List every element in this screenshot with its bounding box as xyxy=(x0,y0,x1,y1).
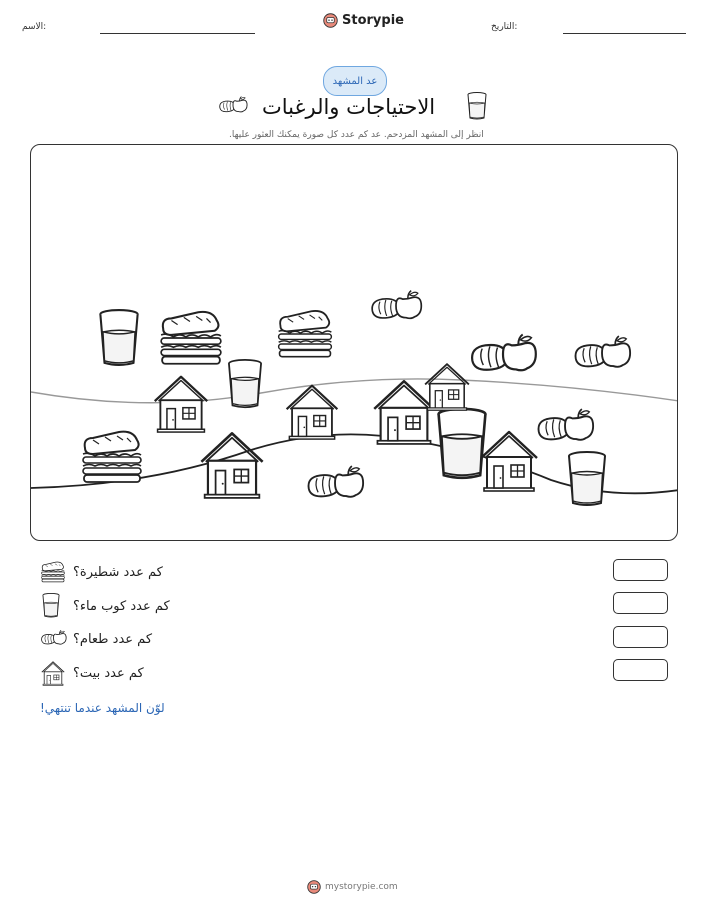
water-glass-icon xyxy=(42,593,60,618)
food-3 xyxy=(576,336,631,367)
sandwich-2 xyxy=(279,311,332,357)
sandwich-icon xyxy=(40,561,66,583)
food-1 xyxy=(372,291,421,319)
name-line[interactable] xyxy=(100,33,255,34)
water-glass-4 xyxy=(569,452,605,505)
house-6 xyxy=(481,432,537,491)
answer-box-water-glass[interactable] xyxy=(613,592,668,614)
answer-box-house[interactable] xyxy=(613,659,668,681)
color-instruction: لوّن المشهد عندما تنتهي! xyxy=(40,701,165,715)
question-house: كم عدد بيت؟ xyxy=(73,666,144,681)
water-glass-3 xyxy=(439,409,486,478)
storypie-mascot-icon xyxy=(307,880,321,894)
storypie-mascot-icon xyxy=(323,13,338,28)
question-water-glass: كم عدد كوب ماء؟ xyxy=(73,599,170,614)
house-4 xyxy=(425,364,469,410)
water-glass-1 xyxy=(100,310,137,365)
answer-box-sandwich[interactable] xyxy=(613,559,668,581)
activity-badge: عد المشهد xyxy=(323,66,387,96)
title-water-glass-icon xyxy=(467,92,487,120)
house-1 xyxy=(155,377,208,432)
page-title: الاحتياجات والرغبات xyxy=(262,95,436,119)
date-label: التاريخ: xyxy=(491,22,518,32)
footer-url[interactable]: mystorypie.com xyxy=(325,882,398,892)
title-food-icon xyxy=(218,95,248,114)
house-icon xyxy=(41,660,65,686)
answer-box-food[interactable] xyxy=(613,626,668,648)
food-4 xyxy=(539,409,594,440)
name-label: الاسم: xyxy=(22,22,47,32)
house-2 xyxy=(287,386,338,439)
sandwich-3 xyxy=(83,432,141,482)
food-2 xyxy=(472,334,536,370)
background-hill-line xyxy=(31,379,678,403)
house-3 xyxy=(374,381,434,444)
question-sandwich: كم عدد شطيرة؟ xyxy=(73,565,163,580)
date-line[interactable] xyxy=(563,33,686,34)
footer xyxy=(307,880,398,894)
sandwich-1 xyxy=(161,312,221,364)
question-food: كم عدد طعام؟ xyxy=(73,632,153,647)
food-5 xyxy=(309,466,364,497)
brand-logo xyxy=(323,13,404,28)
brand-name: Storypie xyxy=(342,13,404,28)
instructions: انظر إلى المشهد المزدحم. عد كم عدد كل صورة يمكنك العثور عليها. xyxy=(229,130,484,140)
counting-scene[interactable] xyxy=(30,144,678,541)
water-glass-2 xyxy=(229,360,261,407)
house-5 xyxy=(201,433,262,498)
food-icon xyxy=(40,629,67,646)
